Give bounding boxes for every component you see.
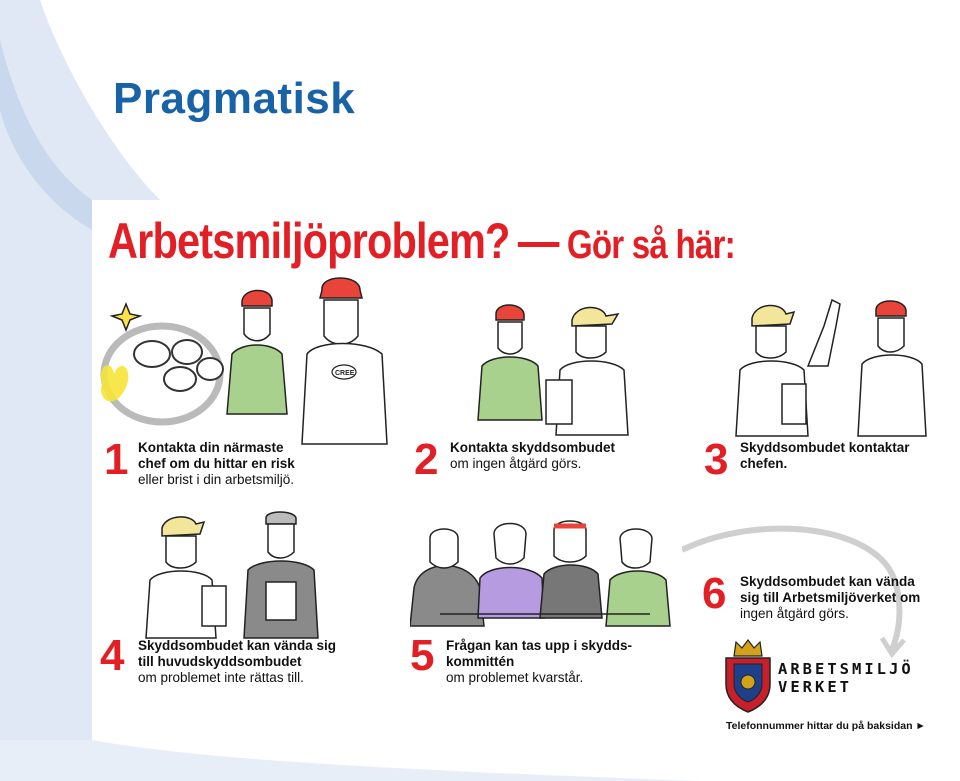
poster-headline: [108, 212, 735, 270]
illustration-step-5: [410, 518, 674, 628]
step-4-line-3: om problemet inte rättas till.: [138, 670, 304, 685]
logo-wordmark: [778, 660, 914, 696]
headline-subhead: Gör så här:: [566, 223, 735, 267]
step-6-line-2: sig till Arbetsmiljöverket om: [740, 590, 921, 605]
coat-of-arms-icon: [720, 638, 776, 714]
step-number-1: 1: [104, 435, 129, 484]
step-6-line-3: ingen åtgärd görs.: [740, 606, 849, 621]
step-1-line-3: eller brist i din arbetsmiljö.: [138, 472, 295, 487]
step-5-line-1: Frågan kan tas upp i skydds-: [446, 638, 633, 653]
headline-text: Arbetsmiljöproblem?: [108, 213, 510, 269]
step-number-3: 3: [704, 435, 729, 484]
logo-line-2: VERKET: [778, 678, 852, 696]
step-6-line-1: Skyddsombudet kan vända: [740, 574, 915, 589]
step-text-5: [446, 638, 632, 686]
step-4-line-2: till huvudskyddsombudet: [138, 654, 302, 669]
step-3-line-1: Skyddsombudet kontaktar: [740, 440, 910, 455]
step-3-line-2: chefen.: [740, 456, 788, 471]
step-text-2: [450, 440, 615, 472]
step-text-4: [138, 638, 336, 686]
step-text-3: [740, 440, 910, 472]
step-2-line-1: Kontakta skyddsombudet: [450, 440, 616, 455]
illustration-step-1: [92, 274, 392, 454]
step-number-6: 6: [702, 569, 727, 618]
step-text-1: [138, 440, 295, 488]
step-number-4: 4: [100, 631, 125, 680]
step-number-5: 5: [410, 631, 435, 680]
slide-title: Pragmatisk: [113, 74, 356, 123]
illustration-step-3: [732, 296, 952, 442]
poster: [92, 200, 960, 748]
step-5-line-2: kommittén: [446, 654, 515, 669]
step-number-2: 2: [414, 435, 439, 484]
step-1-line-1: Kontakta din närmaste: [138, 440, 284, 455]
step-1-line-2: chef om du hittar en risk: [138, 456, 295, 471]
step-text-6: [740, 574, 920, 622]
logo-line-1: ARBETSMILJÖ: [778, 660, 914, 678]
headline-dash: —: [517, 213, 559, 269]
step-5-line-3: om problemet kvarstår.: [446, 670, 584, 685]
illustration-step-2: [472, 300, 662, 440]
step-2-line-2: om ingen åtgärd görs.: [450, 456, 582, 471]
arbetsmiljoverket-logo: [720, 638, 960, 718]
phone-note: Telefonnummer hittar du på baksidan ►: [726, 720, 926, 732]
illustration-step-4: [142, 510, 332, 640]
helmet-logo-text: CREE: [335, 370, 355, 377]
step-4-line-1: Skyddsombudet kan vända sig: [138, 638, 337, 653]
